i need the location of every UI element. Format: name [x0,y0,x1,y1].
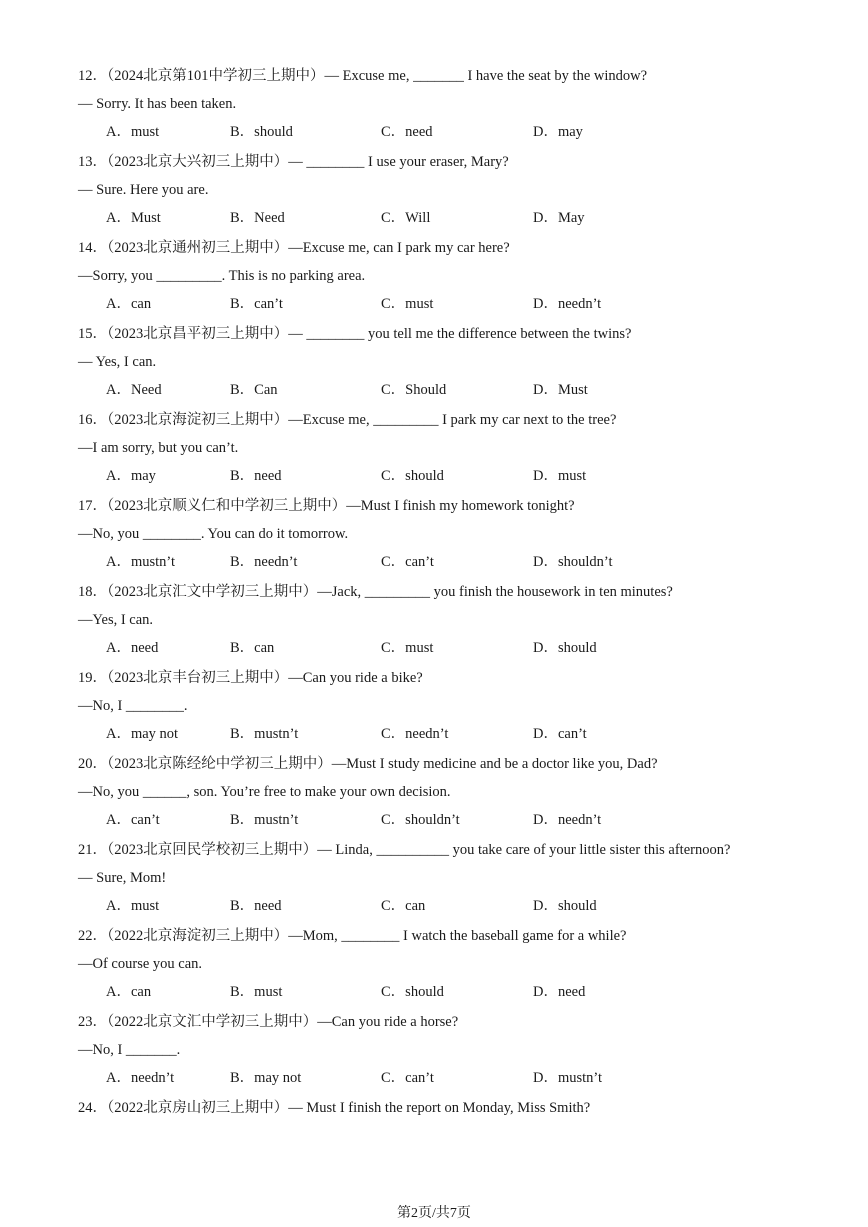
answer-option-b: B．mustn’t [230,726,299,742]
question-reply: —No, you ________. You can do it tomorrow. [78,526,349,542]
question-item [78,1094,838,1124]
answer-option-d: D．need [533,984,586,1000]
question-list [78,62,838,1124]
question-item [78,578,838,664]
answer-options [78,806,838,834]
question-item [78,492,838,578]
question-stem: 15．（2023北京昌平初三上期中）— ________ you tell me the difference between the twins? [78,326,632,342]
answer-options [78,720,838,748]
answer-option-d: D．needn’t [533,296,602,312]
answer-option-a: A．must [106,124,160,140]
question-item [78,234,838,320]
answer-options [78,1064,838,1092]
question-item [78,406,838,492]
answer-option-c: C．needn’t [381,726,449,742]
question-item [78,664,838,750]
answer-option-d: D．needn’t [533,812,602,828]
answer-option-c: C．shouldn’t [381,812,460,828]
answer-option-c: C．can’t [381,1070,434,1086]
answer-option-b: B．can’t [230,296,283,312]
answer-option-d: D．should [533,898,597,914]
answer-option-c: C．need [381,124,433,140]
answer-option-a: A．can [106,296,152,312]
answer-option-b: B．Need [230,210,285,226]
answer-option-a: A．may not [106,726,179,742]
answer-option-b: B．need [230,468,282,484]
answer-option-d: D．Must [533,382,588,398]
answer-option-b: B．mustn’t [230,812,299,828]
answer-option-a: A．Need [106,382,162,398]
answer-option-c: C．must [381,640,434,656]
answer-option-d: D．May [533,210,585,226]
answer-option-b: B．may not [230,1070,302,1086]
answer-option-b: B．should [230,124,293,140]
answer-option-d: D．can’t [533,726,587,742]
answer-options [78,204,838,232]
question-item [78,148,838,234]
answer-options [78,978,838,1006]
question-stem: 23．（2022北京文汇中学初三上期中）—Can you ride a horse? [78,1014,459,1030]
answer-option-d: D．shouldn’t [533,554,613,570]
question-reply: — Sure. Here you are. [78,182,209,198]
answer-option-c: C．should [381,984,444,1000]
answer-option-b: B．must [230,984,283,1000]
answer-options [78,634,838,662]
page-footer: 第2页/共7页 [397,1206,471,1221]
answer-option-d: D．mustn’t [533,1070,603,1086]
answer-options [78,462,838,490]
question-reply: —No, I _______. [78,1042,181,1058]
answer-option-b: B．need [230,898,282,914]
question-item [78,62,838,148]
question-reply: —No, you ______, son. You’re free to make your own decision. [78,784,451,800]
answer-option-a: A．needn’t [106,1070,175,1086]
answer-option-c: C．Will [381,210,431,226]
answer-option-c: C．can’t [381,554,434,570]
answer-option-a: A．Must [106,210,161,226]
question-reply: — Sorry. It has been taken. [78,96,237,112]
answer-option-a: A．may [106,468,156,484]
question-reply: —I am sorry, but you can’t. [78,440,239,456]
answer-option-b: B．needn’t [230,554,298,570]
answer-option-d: D．must [533,468,587,484]
question-item [78,320,838,406]
question-stem: 12．（2024北京第101中学初三上期中）— Excuse me, _______ I have the seat by the window? [78,68,648,84]
question-stem: 18．（2023北京汇文中学初三上期中）—Jack, _________ you finish the housework in ten minutes? [78,584,673,600]
answer-option-c: C．should [381,468,444,484]
question-item [78,750,838,836]
answer-option-b: B．Can [230,382,278,398]
answer-options [78,118,838,146]
question-stem: 17．（2023北京顺义仁和中学初三上期中）—Must I finish my homework tonight? [78,498,575,514]
answer-option-a: A．can’t [106,812,160,828]
answer-option-c: C．must [381,296,434,312]
question-reply: — Yes, I can. [78,354,157,370]
question-stem: 19．（2023北京丰台初三上期中）—Can you ride a bike? [78,670,423,686]
question-stem: 21．（2023北京回民学校初三上期中）— Linda, __________ you take care of your little sister this afternoon? [78,842,731,858]
question-stem: 20．（2023北京陈经纶中学初三上期中）—Must I study medicine and be a doctor like you, Dad? [78,756,658,772]
question-reply: —Sorry, you _________. This is no parking area. [78,268,366,284]
question-item [78,836,838,922]
question-stem: 13．（2023北京大兴初三上期中）— ________ I use your eraser, Mary? [78,154,509,170]
answer-option-a: A．mustn’t [106,554,176,570]
question-reply: —No, I ________. [78,698,188,714]
answer-option-a: A．need [106,640,159,656]
question-reply: — Sure, Mom! [78,870,167,886]
question-stem: 22．（2022北京海淀初三上期中）—Mom, ________ I watch the baseball game for a while? [78,928,627,944]
question-reply: —Of course you can. [78,956,203,972]
answer-option-b: B．can [230,640,275,656]
answer-options [78,548,838,576]
answer-option-a: A．must [106,898,160,914]
answer-options [78,290,838,318]
question-reply: —Yes, I can. [78,612,154,628]
answer-option-a: A．can [106,984,152,1000]
answer-option-c: C．Should [381,382,447,398]
answer-options [78,376,838,404]
answer-options [78,892,838,920]
question-stem: 24．（2022北京房山初三上期中）— Must I finish the report on Monday, Miss Smith? [78,1100,591,1116]
answer-option-c: C．can [381,898,426,914]
question-stem: 16．（2023北京海淀初三上期中）—Excuse me, _________ I park my car next to the tree? [78,412,617,428]
answer-option-d: D．may [533,124,583,140]
question-item [78,922,838,1008]
question-item [78,1008,838,1094]
answer-option-d: D．should [533,640,597,656]
question-stem: 14．（2023北京通州初三上期中）—Excuse me, can I park my car here? [78,240,510,256]
